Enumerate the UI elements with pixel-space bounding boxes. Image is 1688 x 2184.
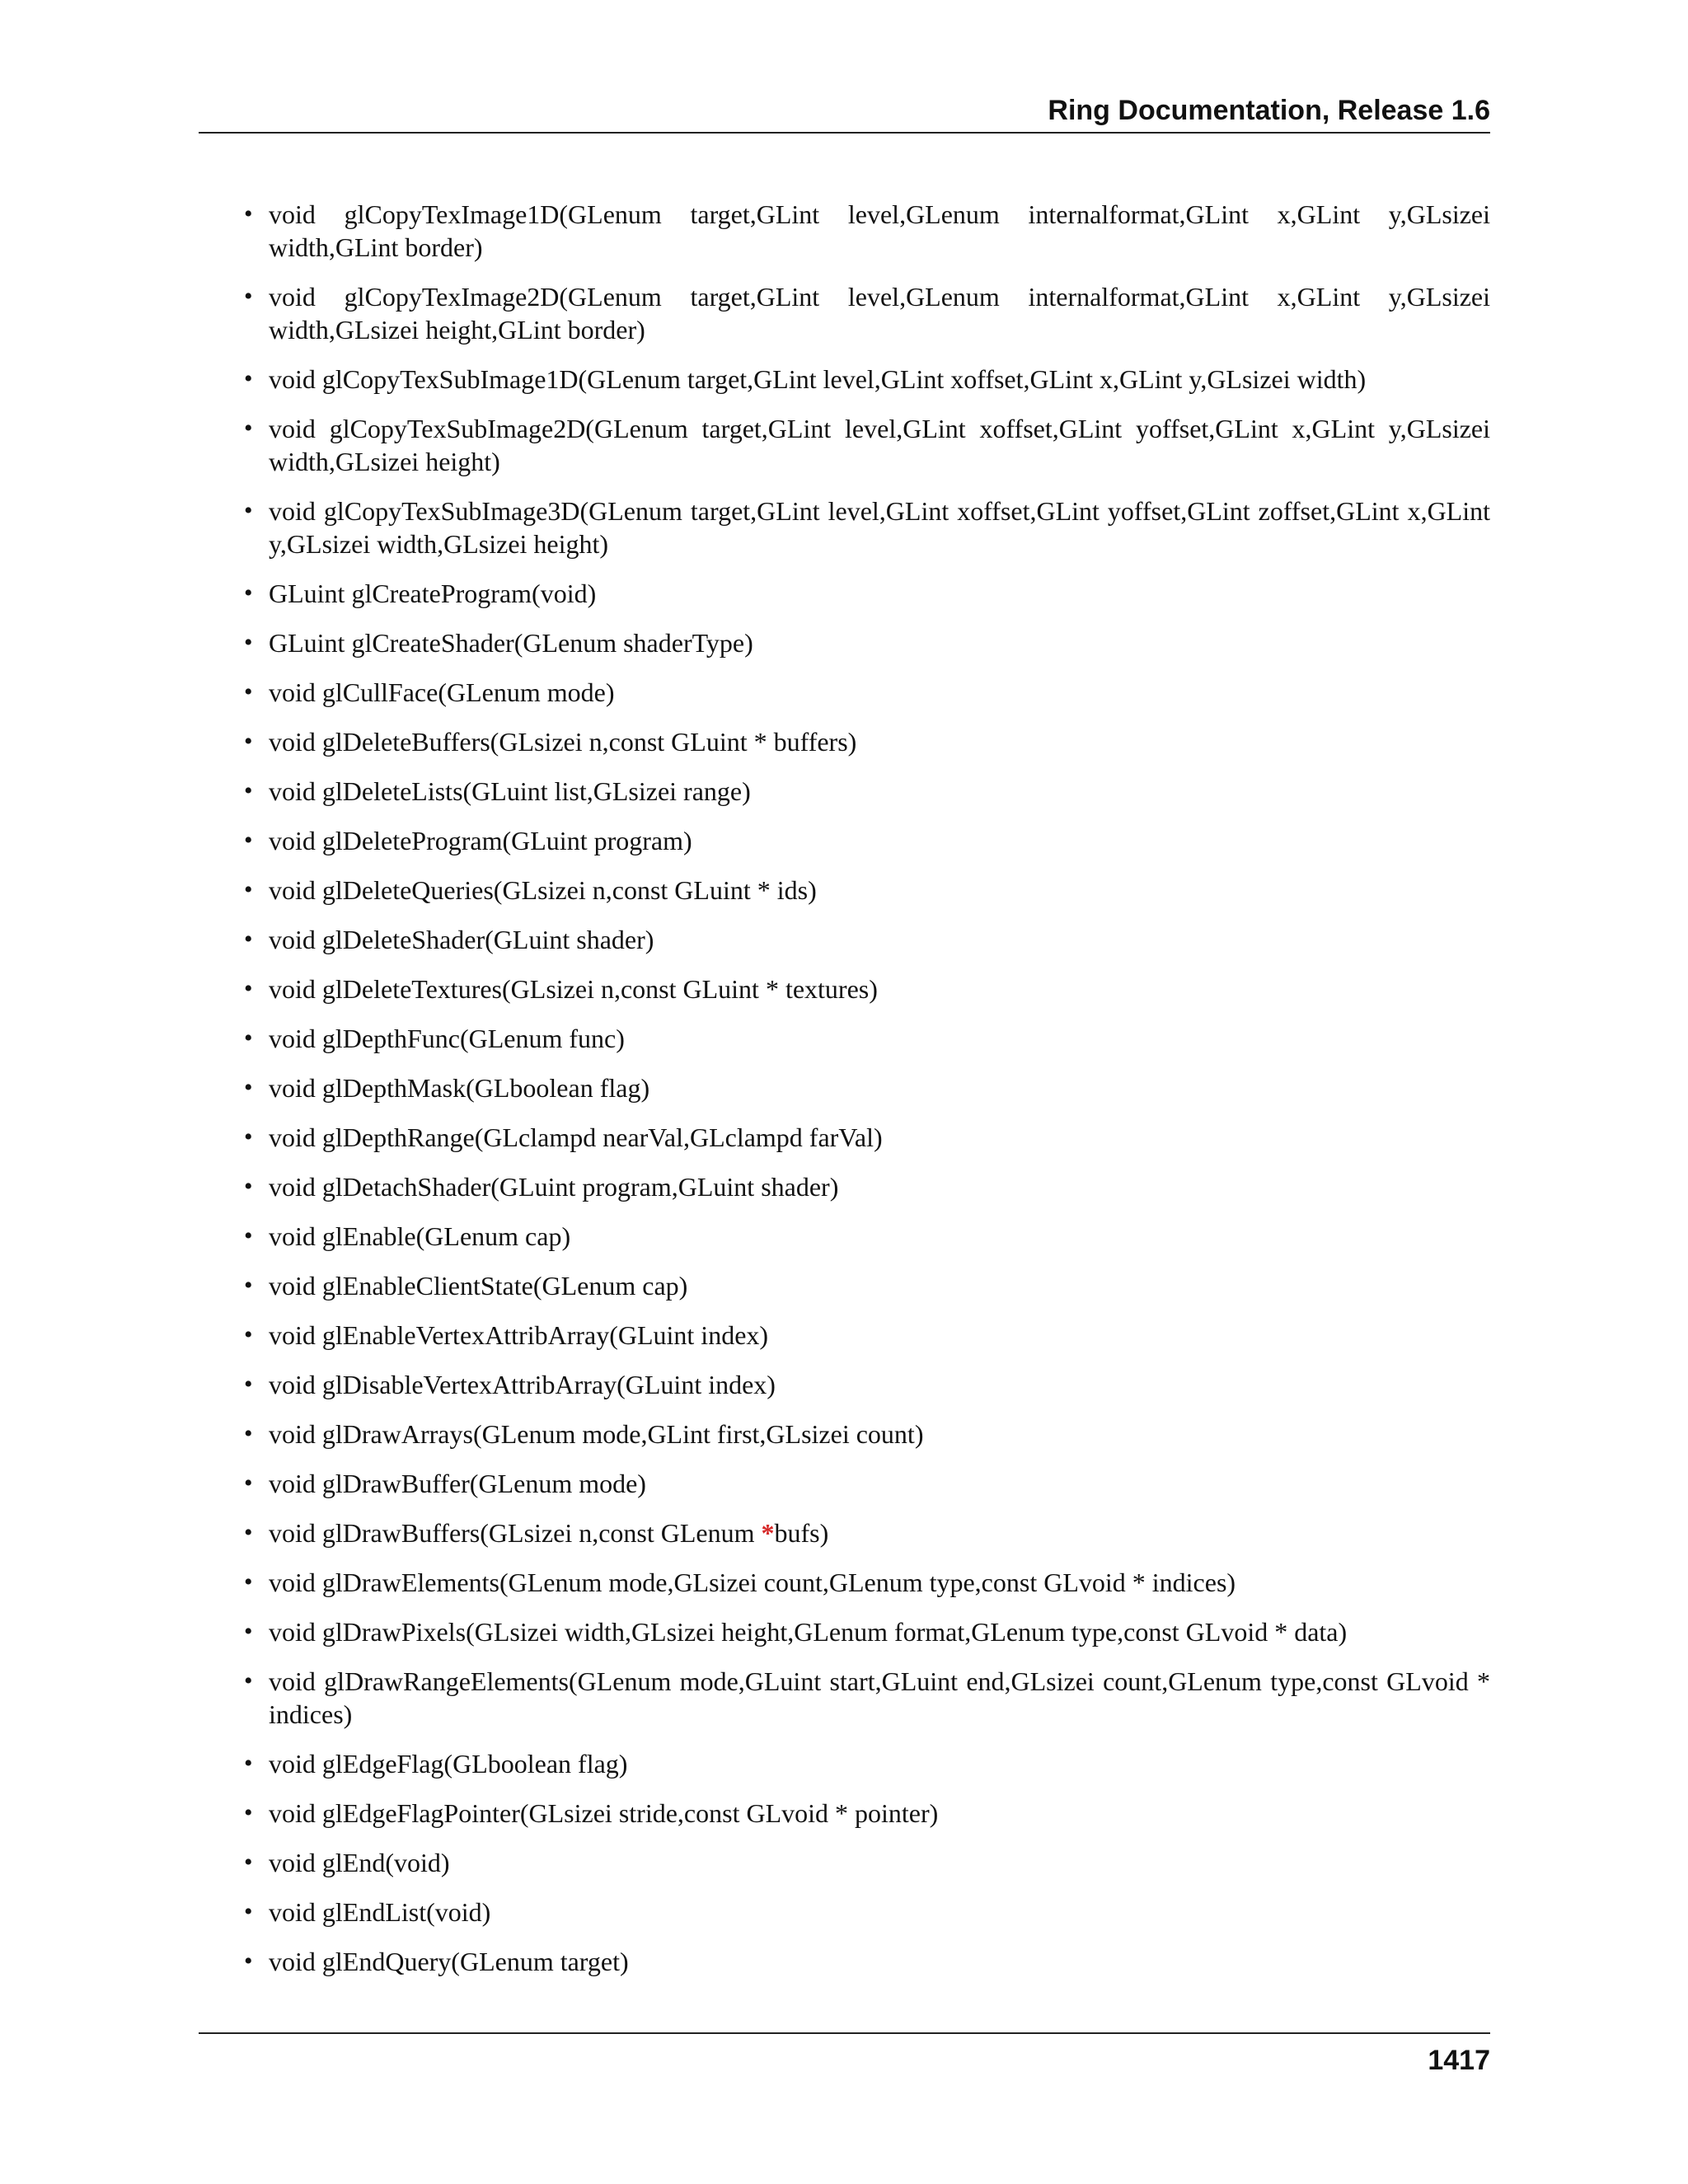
function-signature: void glEnd(void) (269, 1848, 450, 1877)
bullet-icon: • (244, 497, 253, 524)
list-item (244, 676, 1490, 709)
function-signature: void glEndList(void) (269, 1897, 491, 1927)
bullet-icon: • (244, 629, 253, 656)
bullet-icon: • (244, 1371, 253, 1398)
function-signature: void glDeleteProgram(GLuint program) (269, 826, 692, 855)
list-item (244, 1368, 1490, 1401)
bullet-icon: • (244, 200, 253, 227)
function-signature: void glEnableVertexAttribArray(GLuint index) (269, 1320, 769, 1350)
bullet-icon: • (244, 777, 253, 804)
bullet-icon: • (244, 1799, 253, 1826)
list-item (244, 1896, 1490, 1929)
bullet-icon: • (244, 1898, 253, 1925)
function-signature: void glCullFace(GLenum mode) (269, 677, 615, 707)
list-item (244, 1319, 1490, 1352)
list-item (244, 1121, 1490, 1154)
function-signature: void glDrawArrays(GLenum mode,GLint first,GLsizei count) (269, 1419, 924, 1449)
bullet-icon: • (244, 876, 253, 903)
function-signature: void glDrawPixels(GLsizei width,GLsizei height,GLenum format,GLenum type,const GLvoid * data) (269, 1617, 1348, 1647)
bullet-icon: • (244, 1519, 253, 1546)
function-signature: void glCopyTexImage2D(GLenum target,GLint level,GLenum internalformat,GLint x,GLint y,GLsizei width,GLsizei height,GLint border) (269, 282, 1490, 344)
list-item (244, 1022, 1490, 1055)
document-title: Ring Documentation, Release 1.6 (1048, 95, 1490, 126)
bullet-icon: • (244, 1568, 253, 1596)
bullet-icon: • (244, 1074, 253, 1101)
highlighted-asterisk: * (761, 1518, 775, 1548)
function-signature-part: bufs) (774, 1518, 829, 1548)
list-item (244, 494, 1490, 560)
bullet-icon: • (244, 1947, 253, 1975)
bullet-icon: • (244, 1321, 253, 1348)
list-item (244, 874, 1490, 907)
function-signature: void glDetachShader(GLuint program,GLuint shader) (269, 1172, 839, 1202)
bullet-icon: • (244, 827, 253, 854)
list-item (244, 725, 1490, 758)
list-item (244, 972, 1490, 1005)
bullet-icon: • (244, 1222, 253, 1249)
list-item (244, 775, 1490, 808)
list-item (244, 412, 1490, 478)
list-item (244, 824, 1490, 857)
bullet-icon: • (244, 678, 253, 705)
function-signature: void glCopyTexImage1D(GLenum target,GLint level,GLenum internalformat,GLint x,GLint y,GLsizei width,GLint border) (269, 199, 1490, 262)
list-item (244, 1170, 1490, 1203)
list-item (244, 626, 1490, 659)
function-signature: void glDeleteBuffers(GLsizei n,const GLuint * buffers) (269, 727, 857, 757)
list-item (244, 1615, 1490, 1648)
list-item (244, 1220, 1490, 1253)
function-list (244, 198, 1490, 1978)
list-item (244, 198, 1490, 264)
list-item (244, 1846, 1490, 1879)
function-signature: void glDisableVertexAttribArray(GLuint index) (269, 1370, 776, 1399)
list-item (244, 923, 1490, 956)
bullet-icon: • (244, 1618, 253, 1645)
function-signature: void glCopyTexSubImage2D(GLenum target,GLint level,GLint xoffset,GLint yoffset,GLint x,GLint y,GLsizei width,GLsizei height) (269, 414, 1490, 476)
list-item (244, 1665, 1490, 1731)
bullet-icon: • (244, 1469, 253, 1497)
function-signature: void glDeleteLists(GLuint list,GLsizei range) (269, 776, 751, 806)
function-signature: void glDrawElements(GLenum mode,GLsizei count,GLenum type,const GLvoid * indices) (269, 1568, 1236, 1597)
bullet-icon: • (244, 1173, 253, 1200)
bullet-icon: • (244, 728, 253, 755)
page-header (199, 92, 1490, 134)
function-signature: void glEdgeFlag(GLboolean flag) (269, 1749, 628, 1779)
bullet-icon: • (244, 365, 253, 392)
function-signature: void glDeleteTextures(GLsizei n,const GLuint * textures) (269, 974, 878, 1004)
page-number: 1417 (1428, 2045, 1490, 2076)
function-signature: void glEdgeFlagPointer(GLsizei stride,const GLvoid * pointer) (269, 1798, 939, 1828)
function-signature: void glDepthRange(GLclampd nearVal,GLclampd farVal) (269, 1122, 883, 1152)
list-item (244, 1467, 1490, 1500)
list-item (244, 1071, 1490, 1104)
function-signature: void glDeleteQueries(GLsizei n,const GLuint * ids) (269, 875, 817, 905)
function-list-section (244, 198, 1490, 1994)
list-item (244, 1797, 1490, 1830)
function-signature: void glCopyTexSubImage1D(GLenum target,GLint level,GLint xoffset,GLint x,GLint y,GLsizei width) (269, 364, 1367, 394)
list-item (244, 577, 1490, 610)
list-item (244, 1418, 1490, 1451)
list-item (244, 1747, 1490, 1780)
bullet-icon: • (244, 1272, 253, 1299)
function-signature: void glEndQuery(GLenum target) (269, 1947, 629, 1976)
bullet-icon: • (244, 1420, 253, 1447)
list-item (244, 1945, 1490, 1978)
function-signature: void glDepthFunc(GLenum func) (269, 1024, 625, 1053)
bullet-icon: • (244, 415, 253, 442)
bullet-icon: • (244, 1024, 253, 1052)
bullet-icon: • (244, 975, 253, 1002)
list-item (244, 1516, 1490, 1549)
function-signature: void glDeleteShader(GLuint shader) (269, 925, 654, 954)
function-signature: GLuint glCreateShader(GLenum shaderType) (269, 628, 753, 658)
list-item (244, 363, 1490, 396)
function-signature: void glDrawBuffer(GLenum mode) (269, 1469, 646, 1498)
list-item (244, 280, 1490, 346)
function-signature: void glDepthMask(GLboolean flag) (269, 1073, 650, 1103)
page-footer (199, 2032, 1490, 2076)
list-item (244, 1566, 1490, 1599)
function-signature: GLuint glCreateProgram(void) (269, 579, 597, 608)
function-signature: void glDrawRangeElements(GLenum mode,GLuint start,GLuint end,GLsizei count,GLenum type,const GLvoid * indices) (269, 1666, 1490, 1729)
bullet-icon: • (244, 1123, 253, 1151)
function-signature-part: void glDrawBuffers(GLsizei n,const GLenum (269, 1518, 762, 1548)
bullet-icon: • (244, 1750, 253, 1777)
bullet-icon: • (244, 283, 253, 310)
function-signature: void glEnable(GLenum cap) (269, 1221, 571, 1251)
bullet-icon: • (244, 579, 253, 607)
bullet-icon: • (244, 926, 253, 953)
bullet-icon: • (244, 1667, 253, 1694)
bullet-icon: • (244, 1849, 253, 1876)
function-signature: void glCopyTexSubImage3D(GLenum target,GLint level,GLint xoffset,GLint yoffset,GLint zoffset,GLint x,GLint y,GLsizei width,GLsizei height) (269, 496, 1490, 559)
function-signature: void glEnableClientState(GLenum cap) (269, 1271, 688, 1301)
list-item (244, 1269, 1490, 1302)
